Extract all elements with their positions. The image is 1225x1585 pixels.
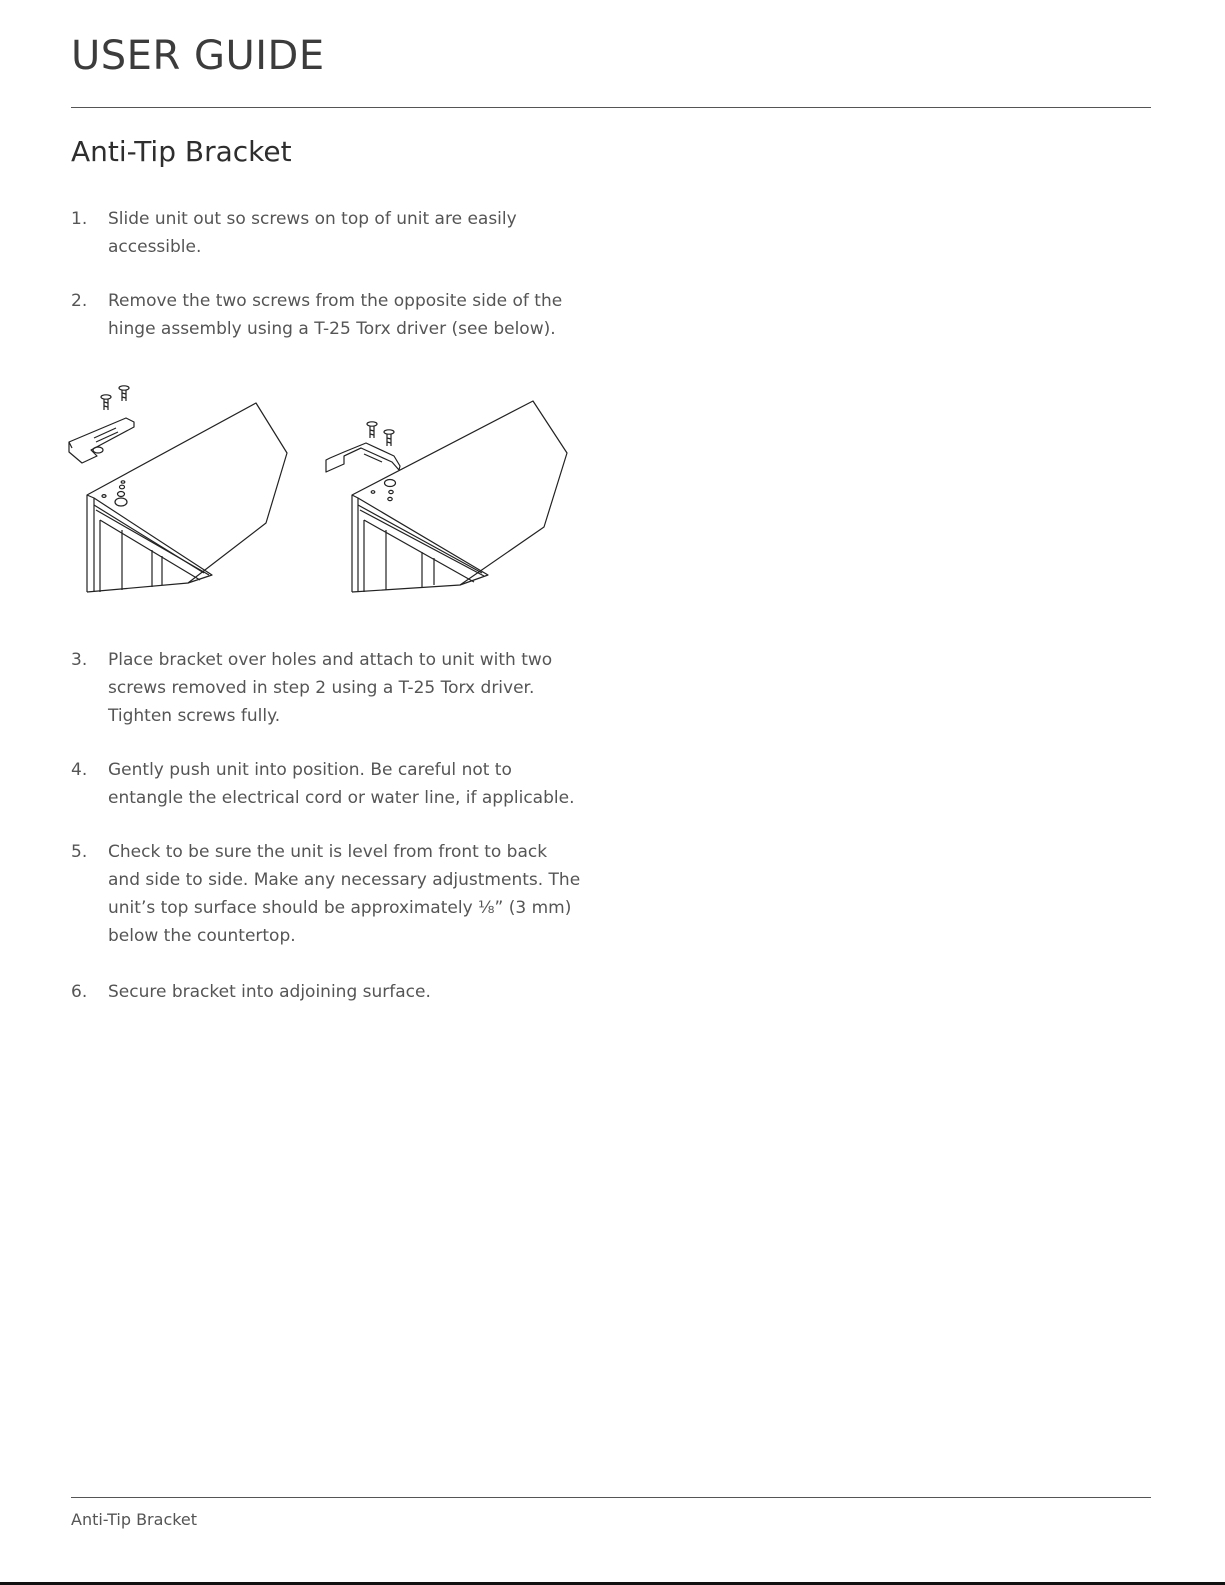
step-number: 6. — [71, 982, 88, 1002]
footer-divider — [71, 1497, 1151, 1498]
step-number: 3. — [71, 650, 88, 670]
step-2 — [71, 287, 581, 343]
step-text: Place bracket over holes and attach to unit with two screws removed in step 2 using a T-25 Torx driver. Tighten screws fully. — [108, 650, 553, 726]
footer-section-label: Anti-Tip Bracket — [71, 1510, 198, 1529]
step-text: Gently push unit into position. Be careful not to entangle the electrical cord or water line, if applicable. — [108, 760, 575, 808]
step-5 — [71, 838, 581, 950]
bracket-installation-illustration — [64, 380, 584, 610]
step-number: 1. — [71, 209, 88, 229]
step-number: 5. — [71, 842, 88, 862]
step-text: Remove the two screws from the opposite side of the hinge assembly using a T-25 Torx driver (see below). — [108, 291, 563, 339]
step-text: Secure bracket into adjoining surface. — [108, 982, 431, 1002]
step-6 — [71, 978, 581, 1006]
step-text: Slide unit out so screws on top of unit are easily accessible. — [108, 209, 517, 257]
step-1 — [71, 205, 581, 261]
header-divider — [71, 107, 1151, 108]
step-4 — [71, 756, 581, 812]
section-title: Anti-Tip Bracket — [71, 135, 292, 168]
page-header-title: USER GUIDE — [71, 33, 325, 79]
step-text: Check to be sure the unit is level from front to back and side to side. Make any necessary adjustments. The unit’s top surface should be approximately ⅛” (3 mm) below the countertop. — [108, 842, 581, 946]
step-3 — [71, 646, 581, 730]
unit-before-illustration — [69, 386, 287, 592]
step-number: 4. — [71, 760, 88, 780]
step-number: 2. — [71, 291, 88, 311]
unit-after-illustration — [326, 401, 567, 592]
